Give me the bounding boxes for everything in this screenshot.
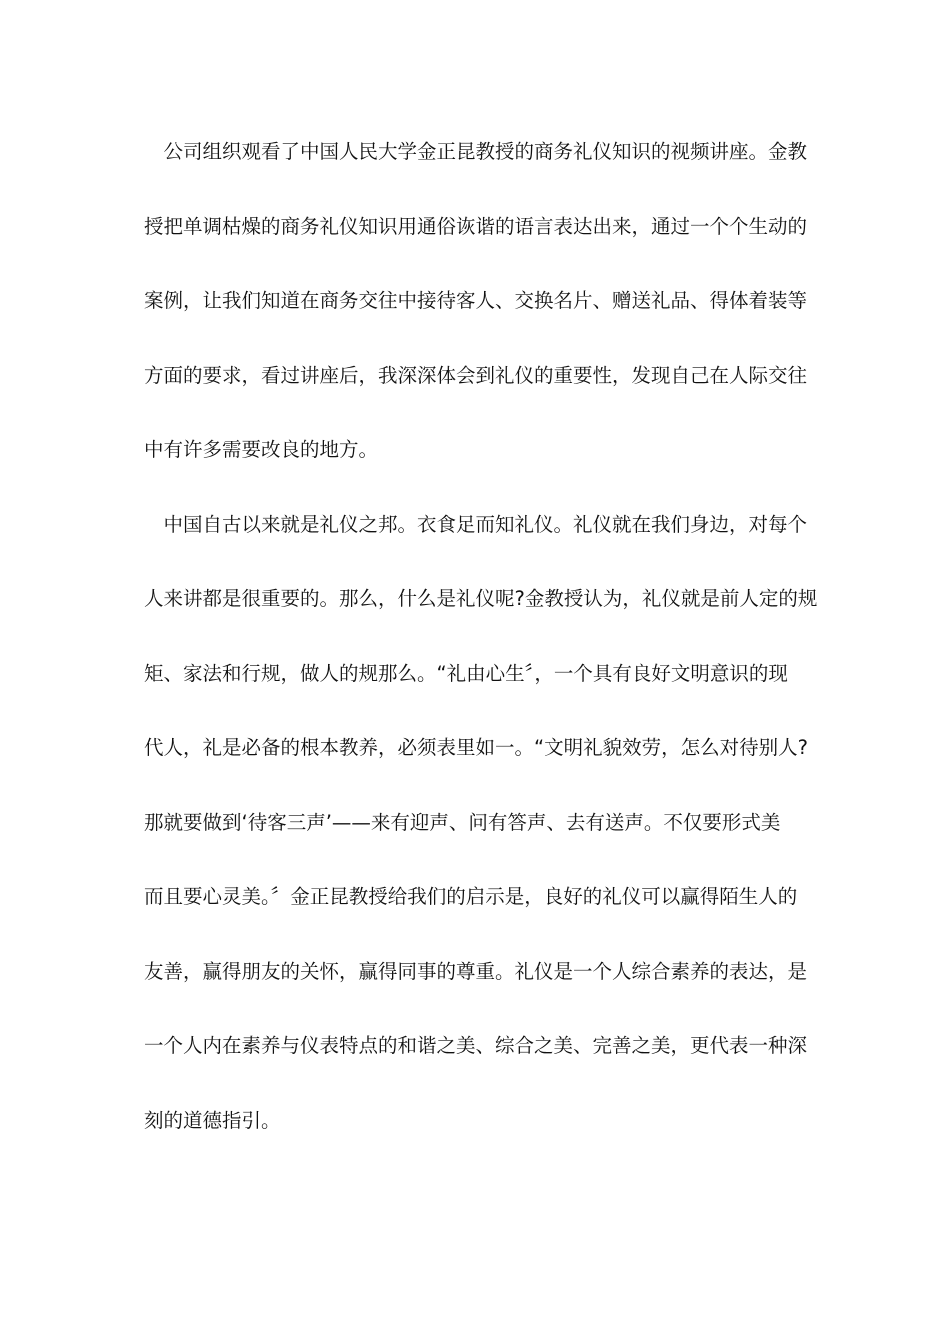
text-line: 方面的要求，看过讲座后，我深深体会到礼仪的重要性，发现自己在人际交往 (144, 363, 808, 387)
text-line: 而且要心灵美。〞金正昆教授给我们的启示是，良好的礼仪可以赢得陌生人的 (144, 885, 798, 908)
paragraph-2 (144, 495, 818, 1166)
body-text (144, 122, 818, 1165)
text-line: 公司组织观看了中国人民大学金正昆教授的商务礼仪知识的视频讲座。金教 (144, 140, 808, 163)
text-line: 中有许多需要改良的地方。 (144, 438, 379, 461)
text-line: 一个人内在素养与仪表特点的和谐之美、综合之美、完善之美，更代表一种深 (144, 1034, 808, 1057)
text-line: 中国自古以来就是礼仪之邦。衣食足而知礼仪。礼仪就在我们身边，对每个 (144, 512, 808, 536)
text-line: 人来讲都是很重要的。那么，什么是礼仪呢?金教授认为，礼仪就是前人定的规 (144, 587, 818, 610)
text-line: 刻的道德指引。 (144, 1108, 281, 1132)
text-line: 那就要做到‘待客三声’——来有迎声、问有答声、去有送声。不仅要形式美 (144, 810, 781, 834)
text-line: 矩、家法和行规，做人的规那么。“礼由心生〞，一个具有良好文明意识的现 (144, 661, 788, 685)
text-line: 授把单调枯燥的商务礼仪知识用通俗诙谐的语言表达出来，通过一个个生动的 (144, 214, 808, 238)
paragraph-1 (144, 122, 808, 495)
text-line: 友善，赢得朋友的关怀，赢得同事的尊重。礼仪是一个人综合素养的表达，是 (144, 959, 808, 983)
text-line: 代人，礼是必备的根本教养，必须表里如一。“文明礼貌效劳，怎么对待别人? (144, 736, 808, 759)
text-line: 案例，让我们知道在商务交往中接待客人、交换名片、赠送礼品、得体着装等 (144, 289, 808, 312)
